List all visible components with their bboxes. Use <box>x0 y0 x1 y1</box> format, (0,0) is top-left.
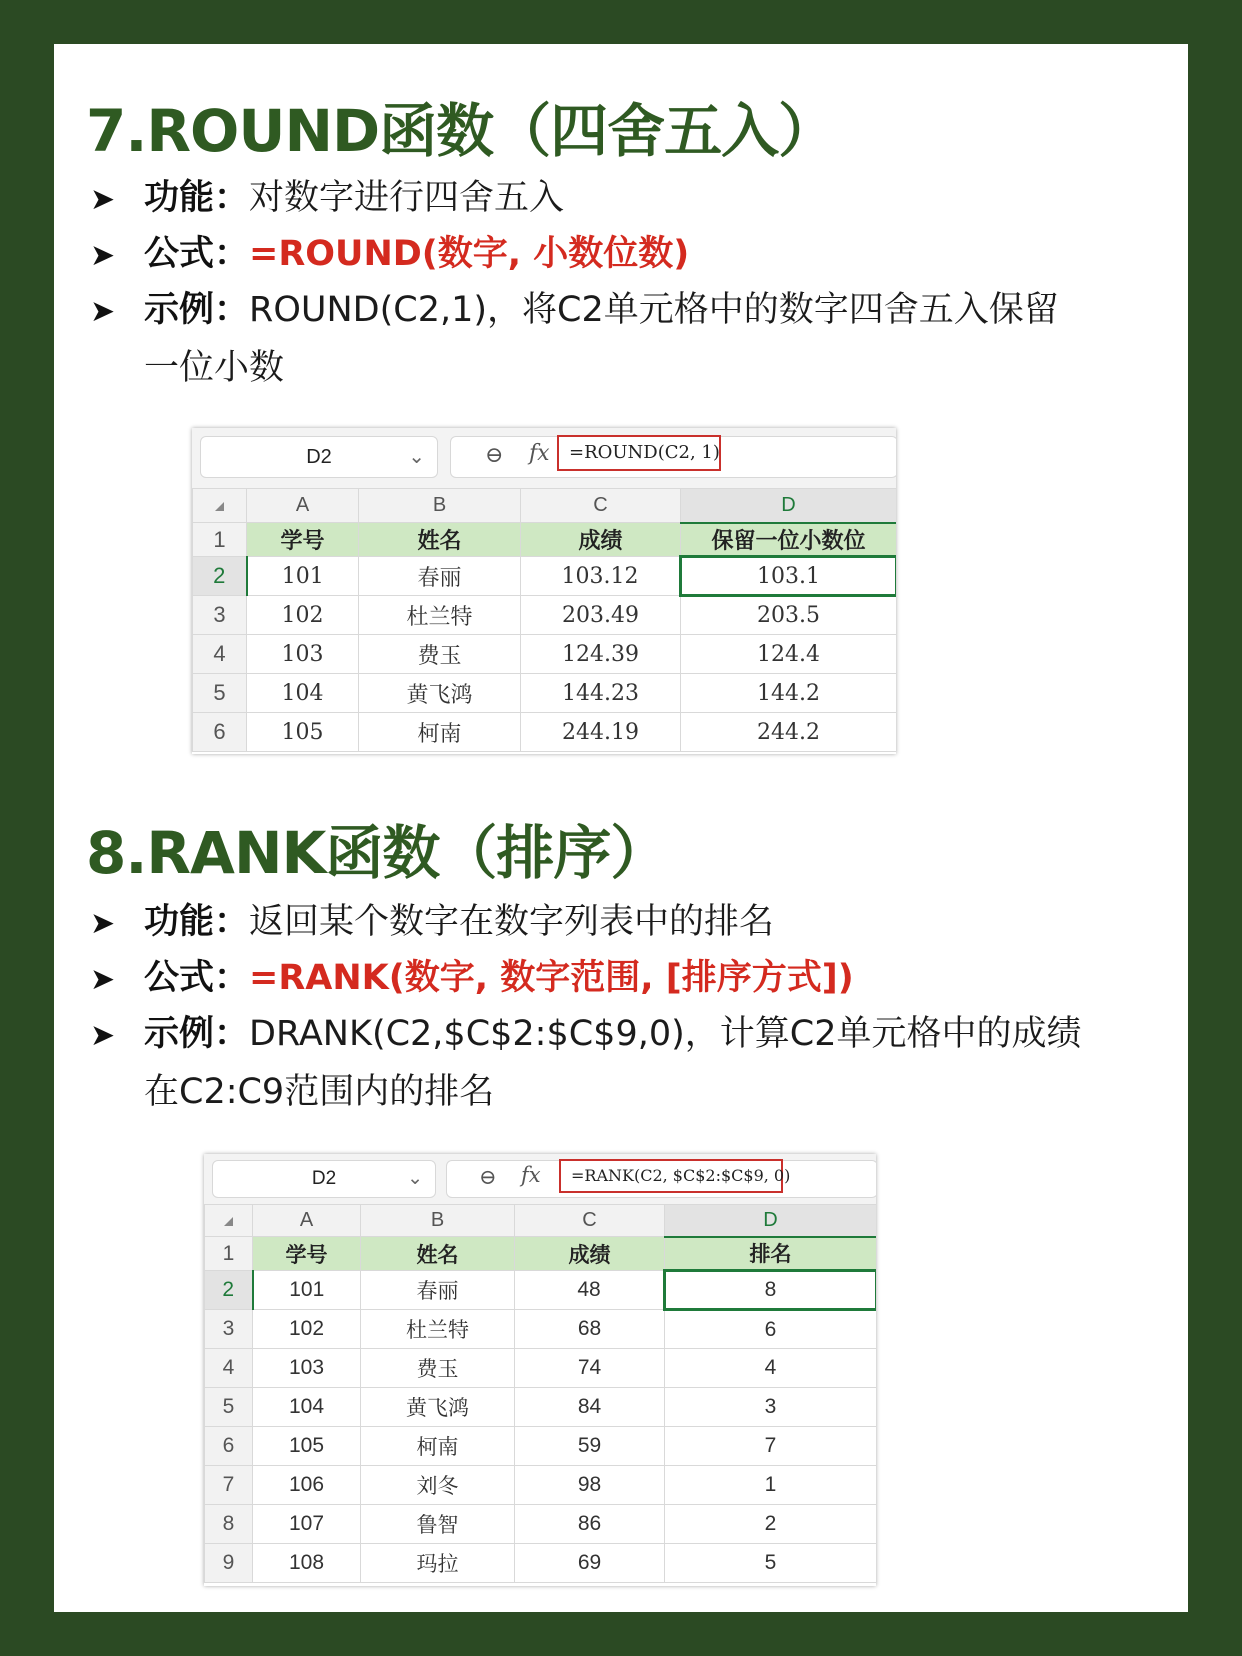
table-cell[interactable]: 春丽 <box>359 557 521 596</box>
select-all-corner[interactable] <box>193 489 247 523</box>
row-number[interactable]: 4 <box>205 1349 253 1388</box>
table-row <box>205 1505 877 1544</box>
table-cell[interactable]: 刘冬 <box>361 1466 515 1505</box>
table-cell[interactable]: 144.2 <box>681 674 897 713</box>
table-row <box>193 674 897 713</box>
table-cell[interactable]: 98 <box>515 1466 665 1505</box>
table-row <box>205 1466 877 1505</box>
fx-icon[interactable]: fx <box>521 1163 541 1187</box>
table-cell[interactable]: 春丽 <box>361 1271 515 1310</box>
cell-reference: D2 <box>306 446 332 468</box>
section-title-rank: 8.RANK函数（排序） <box>86 819 668 887</box>
table-row <box>205 1388 877 1427</box>
header-cell[interactable]: 姓名 <box>361 1237 515 1271</box>
active-cell[interactable]: 103.1 <box>681 557 897 596</box>
table-cell[interactable]: 鲁智 <box>361 1505 515 1544</box>
row-number[interactable]: 1 <box>193 523 247 557</box>
row-number[interactable]: 8 <box>205 1505 253 1544</box>
header-cell[interactable]: 姓名 <box>359 523 521 557</box>
bullet-key: 示例： <box>144 1014 250 1054</box>
formula-bar <box>192 428 896 488</box>
table-cell[interactable]: 2 <box>665 1505 877 1544</box>
bullet-text: DRANK(C2,$C$2:$C$9,0)，计算C2单元格中的成绩 <box>249 1014 1082 1054</box>
table-cell[interactable]: 3 <box>665 1388 877 1427</box>
row-number[interactable]: 9 <box>205 1544 253 1583</box>
table-cell[interactable]: 102 <box>253 1310 361 1349</box>
bullet-function <box>90 170 1160 228</box>
table-cell[interactable]: 74 <box>515 1349 665 1388</box>
bullet-key: 公式： <box>144 234 250 274</box>
table-cell[interactable]: 1 <box>665 1466 877 1505</box>
column-header[interactable]: B <box>359 489 521 523</box>
cell-reference: D2 <box>311 1168 337 1189</box>
table-cell[interactable]: 102 <box>247 596 359 635</box>
bullet-example <box>90 1006 1160 1120</box>
table-row <box>205 1349 877 1388</box>
table-row <box>193 596 897 635</box>
bullet-function <box>90 894 1160 952</box>
column-header[interactable]: D <box>665 1205 877 1237</box>
table-cell[interactable]: 101 <box>253 1271 361 1310</box>
spreadsheet-round <box>192 428 896 754</box>
table-cell[interactable]: 杜兰特 <box>361 1310 515 1349</box>
table-cell[interactable]: 244.19 <box>521 713 681 752</box>
table-cell[interactable]: 69 <box>515 1544 665 1583</box>
column-header[interactable]: C <box>521 489 681 523</box>
table-cell[interactable]: 105 <box>253 1427 361 1466</box>
table-cell[interactable]: 244.2 <box>681 713 897 752</box>
table-cell[interactable]: 86 <box>515 1505 665 1544</box>
table-cell[interactable]: 108 <box>253 1544 361 1583</box>
table-cell[interactable]: 费玉 <box>359 635 521 674</box>
table-cell[interactable]: 103 <box>253 1349 361 1388</box>
table-cell[interactable]: 4 <box>665 1349 877 1388</box>
formula-bar <box>204 1154 876 1204</box>
table-cell[interactable]: 费玉 <box>361 1349 515 1388</box>
table-cell[interactable]: 杜兰特 <box>359 596 521 635</box>
row-number[interactable]: 6 <box>193 713 247 752</box>
table-cell[interactable]: 124.39 <box>521 635 681 674</box>
table-cell[interactable]: 黄飞鸿 <box>361 1388 515 1427</box>
chevron-down-icon[interactable]: ⌄ <box>408 446 425 468</box>
arrow-bullet-icon: ➤ <box>90 906 116 941</box>
bullet-key: 示例： <box>144 290 250 330</box>
table-row <box>193 713 897 752</box>
bullet-formula <box>90 950 1160 1008</box>
header-cell[interactable]: 学号 <box>253 1237 361 1271</box>
table-row <box>205 1427 877 1466</box>
table-row <box>205 1544 877 1583</box>
zoom-icon[interactable]: ⊖ <box>485 443 504 468</box>
table-cell[interactable]: 59 <box>515 1427 665 1466</box>
header-cell[interactable]: 学号 <box>247 523 359 557</box>
column-header[interactable]: A <box>247 489 359 523</box>
arrow-bullet-icon: ➤ <box>90 1018 116 1053</box>
chevron-down-icon[interactable]: ⌄ <box>407 1168 423 1189</box>
row-number[interactable]: 3 <box>205 1310 253 1349</box>
table-cell[interactable]: 6 <box>665 1310 877 1349</box>
column-header-row <box>193 489 897 523</box>
row-number[interactable]: 3 <box>193 596 247 635</box>
table-cell[interactable]: 黄飞鸿 <box>359 674 521 713</box>
table-cell[interactable]: 玛拉 <box>361 1544 515 1583</box>
table-header-row <box>205 1237 877 1271</box>
table-cell[interactable]: 柯南 <box>361 1427 515 1466</box>
bullet-text: 对数字进行四舍五入 <box>249 178 565 218</box>
content-card <box>54 44 1188 1612</box>
bullet-example <box>90 282 1160 396</box>
table-row <box>205 1310 877 1349</box>
table-cell[interactable]: 101 <box>247 557 359 596</box>
arrow-bullet-icon: ➤ <box>90 294 116 329</box>
bullet-key: 功能： <box>144 902 250 942</box>
table-cell[interactable]: 107 <box>253 1505 361 1544</box>
formula-syntax: =ROUND(数字, 小数位数) <box>249 234 690 274</box>
arrow-bullet-icon: ➤ <box>90 182 116 217</box>
table-cell[interactable]: 柯南 <box>359 713 521 752</box>
table-row <box>193 635 897 674</box>
bullet-text: 返回某个数字在数字列表中的排名 <box>249 902 775 942</box>
table-cell[interactable]: 105 <box>247 713 359 752</box>
arrow-bullet-icon: ➤ <box>90 238 116 273</box>
table-cell[interactable]: 7 <box>665 1427 877 1466</box>
column-header[interactable]: C <box>515 1205 665 1237</box>
data-grid <box>204 1204 876 1583</box>
column-header[interactable]: D <box>681 489 897 523</box>
table-header-row <box>193 523 897 557</box>
row-number[interactable]: 5 <box>193 674 247 713</box>
bullet-key: 公式： <box>144 958 250 998</box>
bullet-formula <box>90 226 1160 284</box>
table-cell[interactable]: 68 <box>515 1310 665 1349</box>
table-cell[interactable]: 124.4 <box>681 635 897 674</box>
row-number[interactable]: 2 <box>193 557 247 596</box>
bullet-text: ROUND(C2,1)，将C2单元格中的数字四舍五入保留 <box>249 290 1059 330</box>
table-cell[interactable]: 203.5 <box>681 596 897 635</box>
table-cell[interactable]: 104 <box>253 1388 361 1427</box>
name-box[interactable] <box>200 436 438 478</box>
table-cell[interactable]: 103 <box>247 635 359 674</box>
formula-syntax: =RANK(数字, 数字范围, [排序方式]) <box>249 958 854 998</box>
column-header-row <box>205 1205 877 1237</box>
table-cell[interactable]: 103.12 <box>521 557 681 596</box>
table-cell[interactable]: 144.23 <box>521 674 681 713</box>
bullet-text-continued: 在C2:C9范围内的排名 <box>144 1072 495 1112</box>
column-header[interactable]: B <box>361 1205 515 1237</box>
section-title-round: 7.ROUND函数（四舍五入） <box>86 97 836 165</box>
formula-text[interactable]: =RANK(C2, $C$2:$C$9, 0) <box>559 1159 783 1193</box>
row-number[interactable]: 5 <box>205 1388 253 1427</box>
row-number[interactable]: 1 <box>205 1237 253 1271</box>
formula-text[interactable]: =ROUND(C2, 1) <box>557 435 721 471</box>
active-cell[interactable]: 8 <box>665 1271 877 1310</box>
bullet-text-continued: 一位小数 <box>144 348 285 388</box>
name-box[interactable] <box>212 1160 436 1198</box>
table-cell[interactable]: 203.49 <box>521 596 681 635</box>
header-cell[interactable]: 成绩 <box>515 1237 665 1271</box>
data-grid <box>192 488 896 752</box>
column-header[interactable]: A <box>253 1205 361 1237</box>
bullet-key: 功能： <box>144 178 250 218</box>
table-cell[interactable]: 84 <box>515 1388 665 1427</box>
formula-input-area[interactable] <box>450 436 896 478</box>
row-number[interactable]: 4 <box>193 635 247 674</box>
table-cell[interactable]: 104 <box>247 674 359 713</box>
header-cell[interactable]: 排名 <box>665 1237 877 1271</box>
row-number[interactable]: 6 <box>205 1427 253 1466</box>
select-all-corner[interactable] <box>205 1205 253 1237</box>
row-number[interactable]: 7 <box>205 1466 253 1505</box>
header-cell[interactable]: 保留一位小数位 <box>681 523 897 557</box>
spreadsheet-rank <box>204 1154 876 1586</box>
table-cell[interactable]: 48 <box>515 1271 665 1310</box>
header-cell[interactable]: 成绩 <box>521 523 681 557</box>
formula-input-area[interactable] <box>446 1160 876 1198</box>
arrow-bullet-icon: ➤ <box>90 962 116 997</box>
table-row <box>205 1271 877 1310</box>
table-row <box>193 557 897 596</box>
fx-icon[interactable]: fx <box>529 441 550 466</box>
row-number[interactable]: 2 <box>205 1271 253 1310</box>
table-cell[interactable]: 106 <box>253 1466 361 1505</box>
table-cell[interactable]: 5 <box>665 1544 877 1583</box>
zoom-icon[interactable]: ⊖ <box>479 1165 497 1189</box>
